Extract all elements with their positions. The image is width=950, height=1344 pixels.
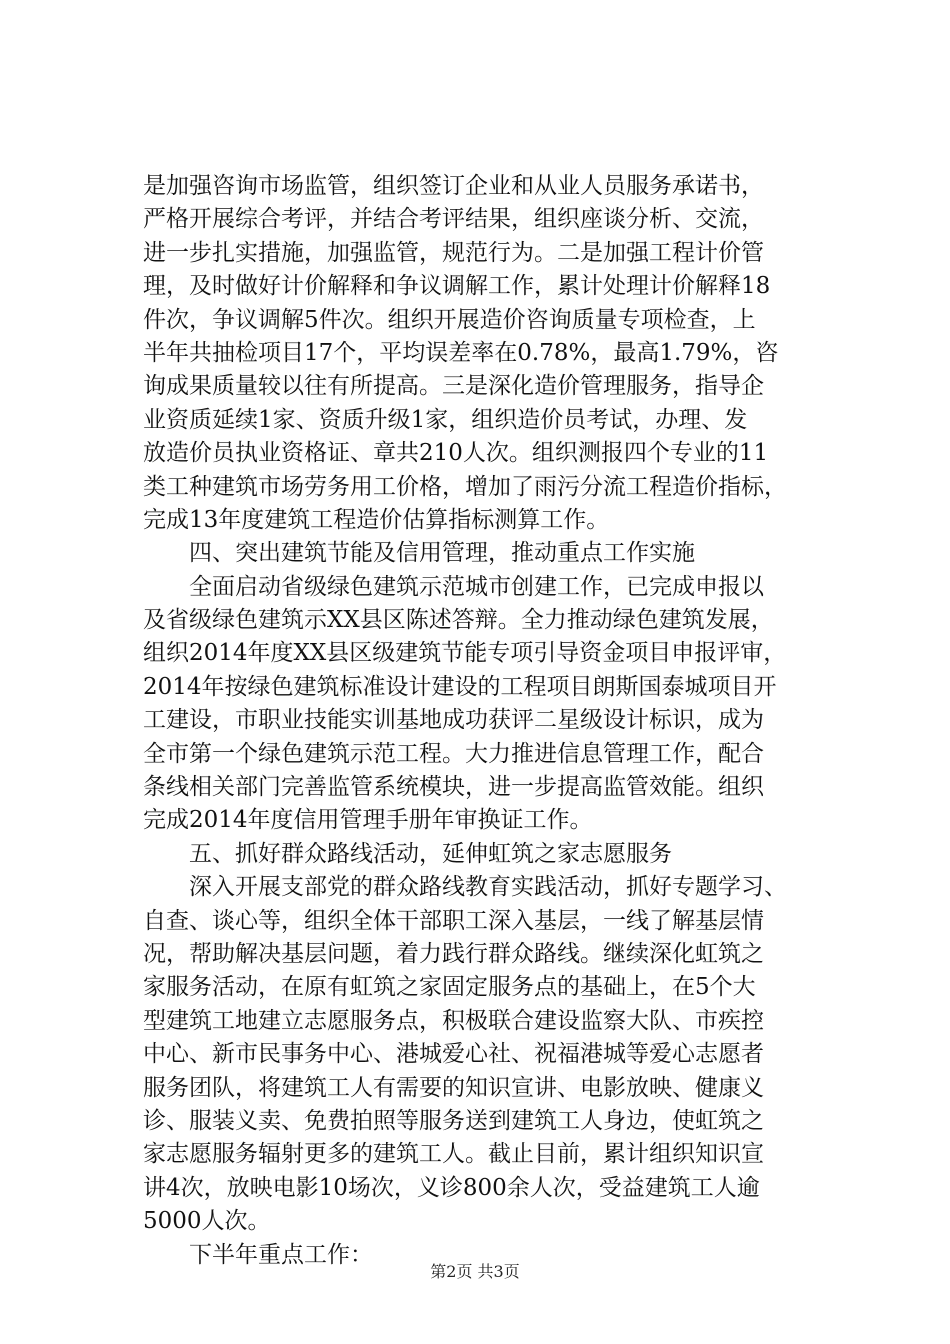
- text-line: 中心、新市民事务中心、港城爱心社、祝福港城等爱心志愿者: [143, 1041, 764, 1068]
- text-line: 全市第一个绿色建筑示范工程。大力推进信息管理工作，配合: [143, 740, 764, 767]
- section-heading: 五、抓好群众路线活动，延伸虹筑之家志愿服务: [143, 840, 672, 867]
- text-line: 服务团队，将建筑工人有需要的知识宣讲、电影放映、健康义: [143, 1074, 764, 1101]
- text-line: 诊、服装义卖、免费拍照等服务送到建筑工人身边，使虹筑之: [143, 1107, 764, 1134]
- text-line: 自查、谈心等，组织全体干部职工深入基层，一线了解基层情: [143, 907, 764, 934]
- section-heading: 四、突出建筑节能及信用管理，推动重点工作实施: [143, 540, 695, 567]
- text-line: 及省级绿色建筑示XX县区陈述答辩。全力推动绿色建筑发展，: [143, 607, 774, 634]
- text-line: 2014年按绿色建筑标准设计建设的工程项目朗斯国泰城项目开: [143, 673, 777, 700]
- text-line: 半年共抽检项目17个，平均误差率在0.78%，最高1.79%，咨: [143, 339, 779, 366]
- text-line: 家服务活动，在原有虹筑之家固定服务点的基础上，在5个大: [143, 974, 756, 1001]
- text-line: 业资质延续1家、资质升级1家，组织造价员考试，办理、发: [143, 406, 748, 433]
- text-line: 进一步扎实措施，加强监管，规范行为。二是加强工程计价管: [143, 239, 764, 266]
- text-line: 理，及时做好计价解释和争议调解工作，累计处理计价解释18: [143, 273, 771, 300]
- text-line: 况，帮助解决基层问题，着力践行群众路线。继续深化虹筑之: [143, 940, 764, 967]
- text-line: 是加强咨询市场监管，组织签订企业和从业人员服务承诺书，: [143, 173, 764, 199]
- text-line: 组织2014年度XX县区级建筑节能专项引导资金项目申报评审，: [143, 640, 787, 667]
- text-line: 讲4次，放映电影10场次，义诊800余人次，受益建筑工人逾: [143, 1174, 760, 1201]
- text-line: 深入开展支部党的群众路线教育实践活动，抓好专题学习、: [143, 874, 787, 901]
- text-line: 5000人次。: [143, 1208, 271, 1235]
- text-line: 型建筑工地建立志愿服务点，积极联合建设监察大队、市疾控: [143, 1007, 764, 1034]
- page-number-footer: 第2页 共3页: [430, 1262, 520, 1281]
- text-line: 件次，争议调解5件次。组织开展造价咨询质量专项检查，上: [143, 306, 756, 333]
- text-line: 家志愿服务辐射更多的建筑工人。截止目前，累计组织知识宣: [143, 1141, 764, 1168]
- text-line: 条线相关部门完善监管系统模块，进一步提高监管效能。组织: [143, 774, 764, 801]
- text-line: 询成果质量较以往有所提高。三是深化造价管理服务，指导企: [143, 373, 764, 400]
- text-line: 完成2014年度信用管理手册年审换证工作。: [143, 807, 593, 834]
- document-body: [143, 170, 843, 1272]
- text-line: 严格开展综合考评，并结合考评结果，组织座谈分析、交流，: [143, 206, 764, 233]
- text-line: 全面启动省级绿色建筑示范城市创建工作，已完成申报以: [143, 573, 764, 600]
- text-line: 类工种建筑市场劳务用工价格，增加了雨污分流工程造价指标，: [143, 473, 787, 500]
- text-line: 放造价员执业资格证、章共210人次。组织测报四个专业的11: [143, 440, 769, 467]
- section-heading: 下半年重点工作：: [143, 1241, 373, 1268]
- text-line: 完成13年度建筑工程造价估算指标测算工作。: [143, 506, 610, 533]
- text-line: 工建设，市职业技能实训基地成功获评二星级设计标识，成为: [143, 707, 764, 734]
